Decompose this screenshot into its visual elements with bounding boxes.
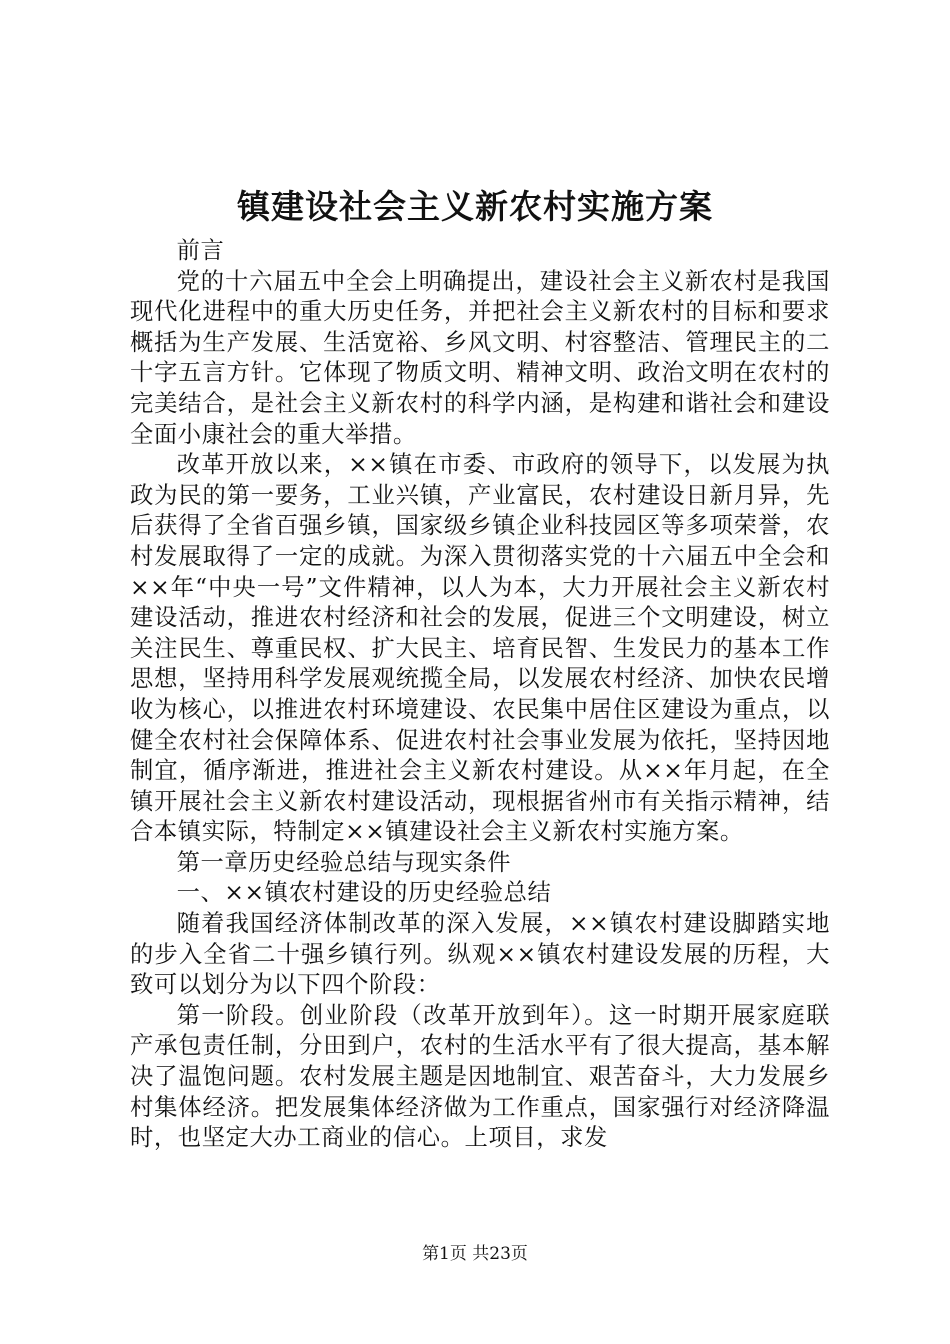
document-body <box>130 236 830 1154</box>
paragraph: 党的十六届五中全会上明确提出，建设社会主义新农村是我国现代化进程中的重大历史任务，并把社会主义新农村的目标和要求概括为生产发展、生活宽裕、乡风文明、村容整洁、管理民主的二十字五言方针。它体现了物质文明、精神文明、政治文明在农村的完美结合，是社会主义新农村的科学内涵，是构建和谐社会和建设全面小康社会的重大举措。 <box>130 267 830 448</box>
paragraph: 随着我国经济体制改革的深入发展，××镇农村建设脚踏实地的步入全省二十强乡镇行列。纵观××镇农村建设发展的历程，大致可以划分为以下四个阶段： <box>130 910 830 999</box>
paragraph: 改革开放以来，××镇在市委、市政府的领导下，以发展为执政为民的第一要务，工业兴镇，产业富民，农村建设日新月异，先后获得了全省百强乡镇，国家级乡镇企业科技园区等多项荣誉，农村发展取得了一定的成就。为深入贯彻落实党的十六届五中全会和××年“中央一号”文件精神，以人为本，大力开展社会主义新农村建设活动，推进农村经济和社会的发展，促进三个文明建设，树立关注民生、尊重民权、扩大民主、培育民智、生发民力的基本工作思想，坚持用科学发展观统揽全局，以发展农村经济、加快农民增收为核心，以推进农村环境建设、农民集中居住区建设为重点，以健全农村社会保障体系、促进农村社会事业发展为依托，坚持因地制宜，循序渐进，推进社会主义新农村建设。从××年月起，在全镇开展社会主义新农村建设活动，现根据省州市有关指示精神，结合本镇实际，特制定××镇建设社会主义新农村实施方案。 <box>130 451 830 846</box>
document-title: 镇建设社会主义新农村实施方案 <box>237 187 713 226</box>
paragraph-preface-heading: 前言 <box>176 237 225 264</box>
page-footer: 第1页 共23页 <box>422 1244 528 1264</box>
chapter-heading: 第一章历史经验总结与现实条件 <box>176 848 512 876</box>
paragraph: 第一阶段。创业阶段（改革开放到年）。这一时期开展家庭联产承包责任制，分田到户，农村的生活水平有了很大提高，基本解决了温饱问题。农村发展主题是因地制宜、艰苦奋斗，大力发展乡村集体经济。把发展集体经济做为工作重点，国家强行对经济降温时，也坚定大办工商业的信心。上项目，求发 <box>130 1001 830 1152</box>
section-heading: 一、××镇农村建设的历史经验总结 <box>176 879 552 907</box>
